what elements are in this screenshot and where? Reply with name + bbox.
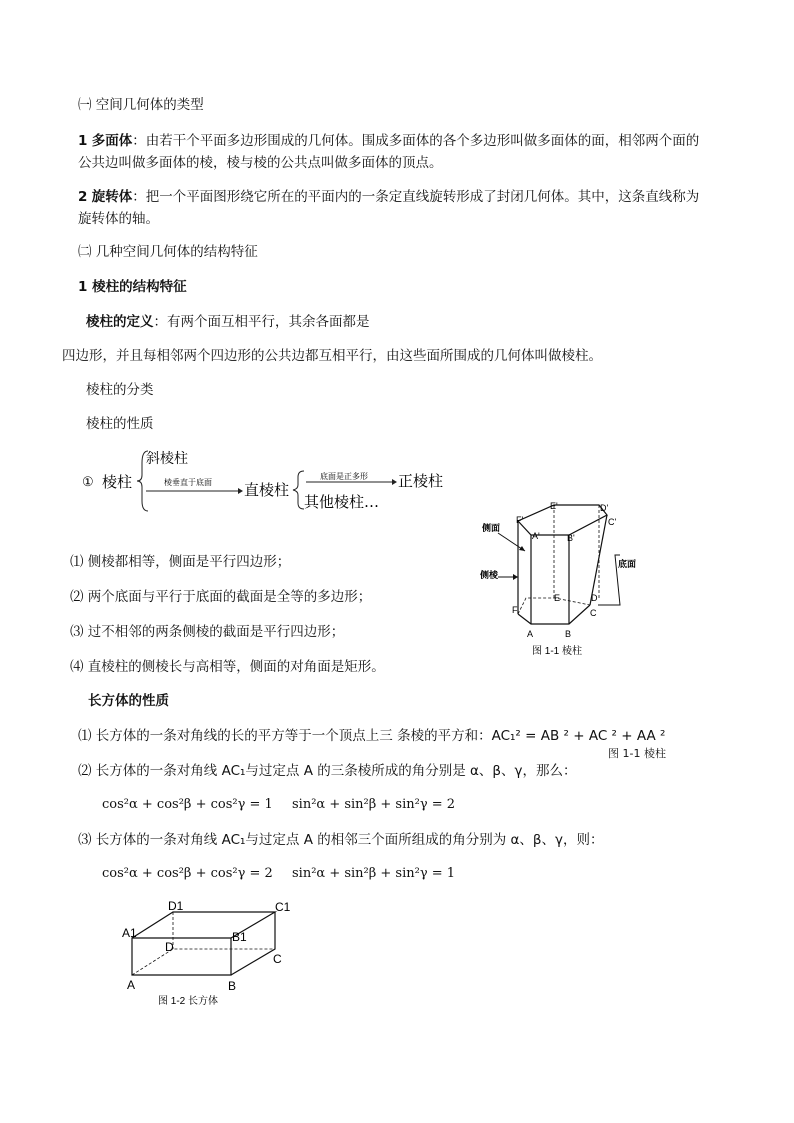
pointer-side-edge-head (513, 574, 518, 580)
section-heading-structures: ㈡ 几种空间几何体的结构特征 (78, 244, 258, 260)
label-base: 底面 (618, 559, 637, 569)
polyhedron-num: 1 (78, 133, 88, 149)
class-right: 直棱柱 (244, 481, 290, 499)
fig1-caption-dup: 图 1-1 棱柱 (608, 747, 666, 760)
rotation-num: 2 (78, 189, 88, 205)
label-side-face: 侧面 (482, 523, 501, 533)
cuboid-prop-3: ⑶ 长方体的一条对角线 AC₁与过定点 A 的相邻三个面所组成的角分别为 α、β、γ，则： (78, 832, 604, 848)
prop-2: ⑵ 两个底面与平行于底面的截面是全等的多边形； (70, 589, 372, 605)
vertex-A-prime: A' (532, 531, 540, 541)
polyhedron-term: 多面体 (91, 133, 133, 149)
prop-3: ⑶ 过不相邻的两条侧棱的截面是平行四边形； (70, 624, 345, 640)
vertex-F-prime: F' (516, 515, 524, 525)
cuboid-front-face (132, 938, 231, 975)
formula-2b: sin²α + sin²β + sin²γ = 2 (292, 797, 456, 812)
formula-3b: sin²α + sin²β + sin²γ = 1 (292, 866, 456, 881)
pointer-base (598, 555, 620, 605)
polyhedron-def-1: ：由若干个平面多边形围成的几何体。围成多面体的各个多边形叫做多面体的面，相邻两个面的 (132, 133, 700, 149)
class-circle: ① (82, 474, 94, 489)
class-other: 其他棱柱… (304, 493, 380, 511)
class-regular: 正棱柱 (398, 472, 444, 490)
rotation-term: 旋转体 (91, 189, 133, 205)
polyhedron-line1 (78, 132, 699, 150)
prism-def-line (86, 313, 370, 331)
cuboid-vertex-A: A (127, 978, 136, 992)
class-root: 棱柱 (102, 473, 133, 491)
vertex-B: B (565, 629, 572, 639)
cuboid-prop-2: ⑵ 长方体的一条对角线 AC₁与过定点 A 的三条棱所成的角分别是 α、β、γ，那么： (78, 763, 577, 779)
vertex-F: F (512, 605, 518, 615)
class-arrow1-label: 棱垂直于底面 (164, 478, 212, 487)
cuboid-vertex-A1: A1 (122, 926, 137, 940)
prop-1: ⑴ 侧棱都相等，侧面是平行四边形； (70, 554, 291, 570)
prism-figure (470, 495, 650, 665)
rotation-line1 (78, 188, 699, 206)
class-arrow2-label: 底面是正多形 (320, 472, 368, 481)
rotation-def-1: ：把一个平面图形绕它所在的平面内的一条定直线旋转形成了封闭几何体。其中，这条直线称为 (132, 189, 700, 205)
class-brace-2 (293, 471, 304, 509)
vertex-D-prime: D' (600, 503, 609, 513)
prism-edge-C (590, 515, 607, 605)
cuboid-vertex-B: B (228, 979, 237, 993)
label-side-edge: 侧棱 (480, 570, 499, 580)
cuboid-vertex-D: D (165, 940, 174, 954)
fig2-caption: 图 1-2 长方体 (158, 996, 219, 1007)
class-arrow-2-head (392, 479, 397, 485)
class-arrow-1-head (238, 488, 243, 494)
cuboid-heading: 长方体的性质 (88, 693, 169, 709)
formula-3a: cos²α + cos²β + cos²γ = 2 (102, 866, 273, 881)
prop-4: ⑷ 直棱柱的侧棱长与高相等，侧面的对角面是矩形。 (70, 659, 385, 675)
cuboid-vertex-C: C (273, 952, 282, 966)
prism-def-1: ：有两个面互相平行，其余各面都是 (153, 314, 370, 330)
prism-class-title: 棱柱的分类 (86, 382, 154, 398)
cuboid-vertex-D1: D1 (168, 899, 184, 913)
polyhedron-def-2: 公共边叫做多面体的棱，棱与棱的公共点叫做多面体的顶点。 (78, 155, 443, 171)
vertex-C-prime: C' (608, 517, 617, 527)
rotation-def-2: 旋转体的轴。 (78, 211, 159, 227)
cuboid-figure (118, 895, 308, 1015)
vertex-B-prime: B' (567, 533, 575, 543)
vertex-E-prime: E' (550, 501, 558, 511)
prism-def-label: 棱柱的定义 (86, 314, 154, 330)
prism-heading: 1 棱柱的结构特征 (78, 279, 187, 295)
section-heading-types: ㈠ 空间几何体的类型 (78, 97, 204, 113)
cuboid-vertex-B1: B1 (232, 930, 247, 944)
cuboid-top-face (132, 912, 275, 938)
cuboid-prop-1: ⑴ 长方体的一条对角线的长的平方等于一个顶点上三 条棱的平方和：AC₁² = AB ² + AC ² + AA ² (78, 728, 666, 744)
vertex-E: E (554, 593, 561, 603)
prism-bottom-front (518, 605, 590, 624)
vertex-D: D (591, 593, 598, 603)
formula-2a: cos²α + cos²β + cos²γ = 1 (102, 797, 273, 812)
prism-def-2: 四边形，并且每相邻两个四边形的公共边都互相平行，由这些面所围成的几何体叫做棱柱。 (62, 348, 602, 364)
vertex-A: A (527, 629, 534, 639)
cuboid-vertex-C1: C1 (275, 900, 291, 914)
prism-classification-diagram (80, 445, 460, 517)
class-oblique: 斜棱柱 (146, 451, 188, 467)
pointer-side-face-head (519, 546, 525, 551)
vertex-C: C (590, 608, 597, 618)
fig1-caption: 图 1-1 棱柱 (532, 646, 583, 657)
prism-props-title: 棱柱的性质 (86, 416, 154, 432)
